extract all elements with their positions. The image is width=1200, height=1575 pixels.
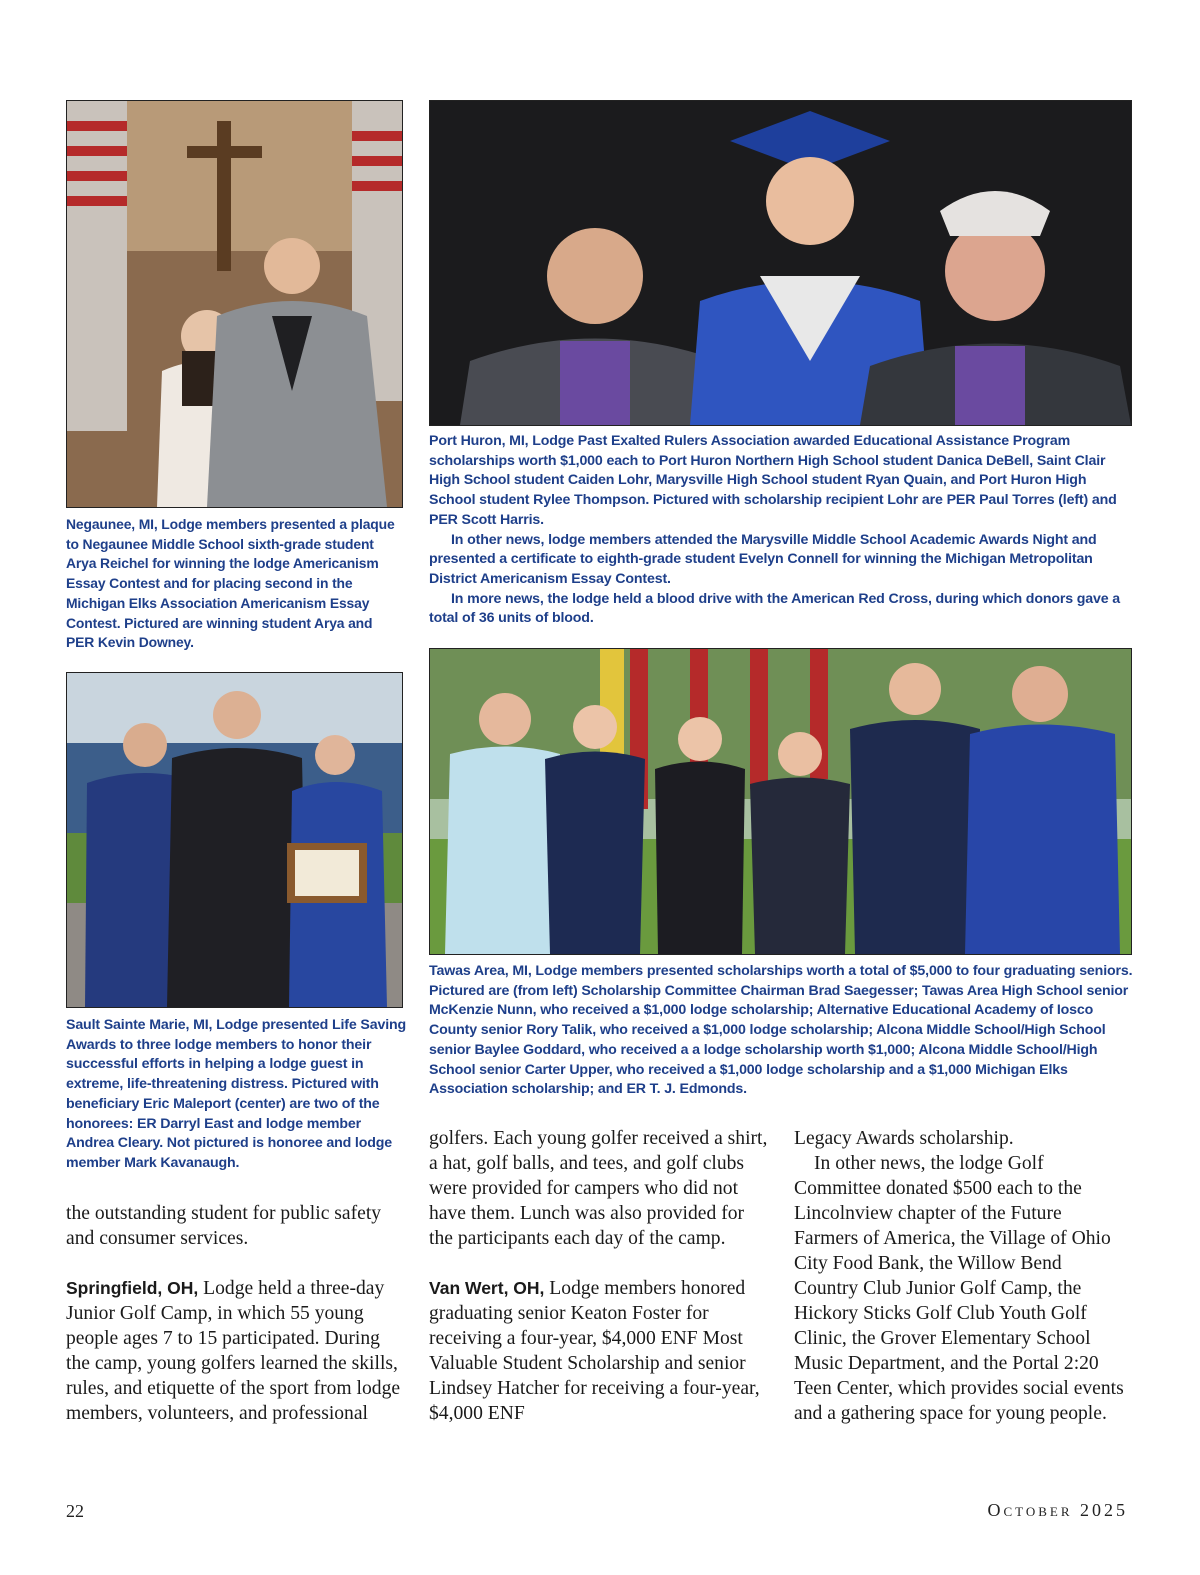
- body-paragraph: Legacy Awards scholarship.: [794, 1128, 1014, 1149]
- caption-place: Tawas Area, MI,: [429, 963, 532, 979]
- body-paragraph: the outstanding student for public safety and consumer services.: [66, 1203, 382, 1249]
- caption-negaunee: [66, 516, 401, 654]
- page-number: 22: [66, 1501, 84, 1521]
- caption-sault: [66, 1016, 406, 1174]
- caption-paragraph: In other news, lodge members attended the Marysville Middle School Academic Awards Night and presented a certificate to eighth-grade student Evelyn Connell for winning the Michigan Metropolitan District Americanism Essay Contest.: [429, 531, 1097, 587]
- caption-place: Sault Sainte Marie, MI,: [66, 1017, 213, 1033]
- caption-place: Negaunee, MI,: [66, 517, 158, 533]
- sault-image: [67, 673, 402, 1007]
- photo-sault: [66, 672, 403, 1008]
- caption-text: Lodge Past Exalted Rulers Association awarded Educational Assistance Program scholarships worth $1,000 each to Port Huron Northern High School student Danica DeBell, Saint Clair High School student Caiden Lohr, Marysville High School student Ryan Quain, and Port Huron High School student Rylee Thompson. Pictured with scholarship recipient Lohr are PER Paul Torres (left) and PER Scott Harris.: [429, 433, 1117, 528]
- body-paragraph: Lodge held a three-day Junior Golf Camp, in which 55 young people ages 7 to 15 participated. During the camp, young golfers learned the skills, rules, and etiquette of the sport from lodge members, volunteers, and professional: [66, 1278, 401, 1424]
- negaunee-image: [67, 101, 402, 507]
- tawas-image: [430, 649, 1131, 954]
- caption-tawas: [429, 962, 1133, 1100]
- body-paragraph: golfers. Each young golfer received a shirt, a hat, golf balls, and tees, and golf clubs were provided for campers who did not have them. Lunch was also provided for the participants each day of the camp.: [429, 1128, 768, 1249]
- caption-place: Port Huron, MI,: [429, 433, 529, 449]
- body-column-1: [66, 1201, 401, 1426]
- photo-port-huron: [429, 100, 1132, 426]
- body-column-3: [794, 1126, 1130, 1426]
- caption-text: Lodge presented Life Saving Awards to three lodge members to honor their successful efforts in helping a lodge guest in extreme, life-threatening distress. Pictured with beneficiary Eric Maleport (center) are two of the honorees: ER Darryl East and lodge member Andrea Cleary. Not pictured is honoree and lodge member Mark Kavanaugh.: [66, 1017, 407, 1171]
- caption-text: Lodge members presented scholarships worth a total of $5,000 to four graduating seniors. Pictured are (from left) Scholarship Committee Chairman Brad Saegesser; Tawas Area High School senior McKenzie Nunn, who received a $1,000 lodge scholarship; Alternative Educational Academy of Iosco County senior Rory Talik, who received a $1,000 lodge scholarship; Alcona Middle School/High School senior Baylee Goddard, who received a a lodge scholarship worth $1,000; Alcona Middle School/High School senior Carter Upper, who received a $1,000 lodge scholarship and a $1,000 Michigan Elks Association scholarship; and ER T. J. Edmonds.: [429, 963, 1133, 1098]
- story-lead: Springfield, OH,: [66, 1278, 199, 1298]
- story-lead: Van Wert, OH,: [429, 1278, 545, 1298]
- issue-date: October 2025: [987, 1500, 1128, 1520]
- body-column-2: [429, 1126, 769, 1426]
- body-paragraph: Lodge members honored graduating senior Keaton Foster for receiving a four-year, $4,000 ENF Most Valuable Student Scholarship and senior Lindsey Hatcher for receiving a four-year, $4,000 ENF: [429, 1278, 760, 1424]
- photo-negaunee: [66, 100, 403, 508]
- caption-text: Lodge members presented a plaque to Negaunee Middle School sixth-grade student Arya Reichel for winning the lodge Americanism Essay Contest and for placing second in the Michigan Elks Association Americanism Essay Contest. Pictured are winning student Arya and PER Kevin Downey.: [66, 517, 395, 652]
- photo-tawas: [429, 648, 1132, 955]
- caption-port-huron: [429, 432, 1133, 629]
- caption-paragraph: In more news, the lodge held a blood drive with the American Red Cross, during which donors gave a total of 36 units of blood.: [429, 590, 1121, 627]
- port-huron-image: [430, 101, 1131, 425]
- body-paragraph: In other news, the lodge Golf Committee donated $500 each to the Lincolnview chapter of the Future Farmers of America, the Village of Ohio City Food Bank, the Willow Bend Country Club Junior Golf Camp, the Hickory Sticks Golf Club Youth Golf Clinic, the Grover Elementary School Music Department, and the Portal 2:20 Teen Center, which provides social events and a gathering space for young people.: [794, 1153, 1124, 1424]
